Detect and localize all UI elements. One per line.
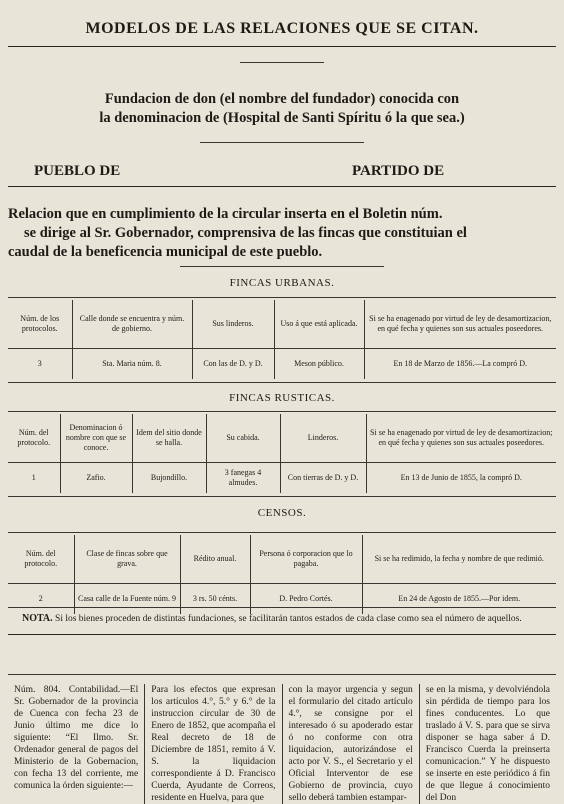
relacion-rule: [180, 266, 384, 267]
column-3: [282, 684, 419, 804]
urbanas-header: Uso á que está aplicada.: [274, 300, 364, 349]
columns-top-rule: [8, 674, 556, 675]
censos-title: CENSOS.: [257, 507, 307, 519]
urbanas-header: Sus linderos.: [192, 300, 274, 349]
rusticas-header: Denominacion ó nombre con que se conoce.: [60, 414, 132, 463]
relacion-line-2: se dirige al Sr. Gobernador, comprensiva de las fincas que constituian el: [24, 225, 467, 241]
urbanas-cell: Meson público.: [274, 349, 364, 380]
rusticas-bottom-rule: [8, 496, 556, 497]
rusticas-header: Si se ha enagenado por virtud de ley de desamortizacion; en qué fecha y quienes son sus actuales poseedores.: [366, 414, 556, 463]
rusticas-table: [8, 414, 556, 493]
censos-cell: 2: [38, 594, 43, 603]
censos-cell: 3 rs. 50 cénts.: [180, 584, 250, 615]
column-text: Para los efectos que expresan los artículos 4.°, 5.° y 6.° de la instruccion circular de 30 de Enero de 1852, que acompaña el Real decreto de 18 de Diciembre de 1851, remito á V. S. la liquidacion correspondiente á D. Francisco Cuerda, Ayudante de Correos, residente en Huelva, para que: [151, 685, 276, 803]
foundation-line-1: Fundacion de don (el nombre del fundador) conocida con: [104, 91, 460, 107]
censos-header: Clase de fincas sobre que grava.: [74, 535, 180, 584]
nota-text: Si los bienes proceden de distintas fundaciones, se facilitarán tantos estados de cada clase como sea el número de aquellos.: [55, 614, 522, 624]
censos-header: Si se ha redimido, la fecha y nombre de que redimió.: [362, 535, 556, 584]
rusticas-cell: Bujondillo.: [132, 463, 206, 494]
urbanas-cell: En 18 de Marzo de 1856.—La compró D.: [364, 349, 556, 380]
pueblo-rule: [8, 186, 556, 187]
urbanas-header: Si se ha enagenado por virtud de ley de desamortizacion, en qué fecha y quienes son sus actuales poseedores.: [364, 300, 556, 349]
urbanas-table: [8, 300, 556, 379]
body-columns: [8, 684, 556, 804]
urbanas-cell: Con las de D. y D.: [192, 349, 274, 380]
censos-bottom-rule: [8, 607, 556, 608]
column-text: con la mayor urgencia y segun el formulario del citado artículo 4.°, se consigne por el interesado ó su apoderado estar ó no conforme con otra liquidacion, autorizándose el acto por V. S., el Secretario y el Oficial Interventor de ese Gobierno de provincia, cuyo sello deberá tambien estampar-: [288, 685, 413, 803]
table-row: [8, 349, 556, 380]
divider-rule: [200, 142, 364, 143]
rusticas-header: Núm. del protocolo.: [8, 414, 60, 463]
rusticas-cell: 3 fanegas 4 almudes.: [206, 463, 280, 494]
nota-label: NOTA.: [22, 613, 53, 624]
urbanas-header: Calle donde se encuentra y núm. de gobierno.: [72, 300, 192, 349]
column-4: [419, 684, 556, 804]
partido-label: PARTIDO DE: [352, 163, 445, 179]
title-rule: [8, 46, 556, 47]
rusticas-cell: Zafio.: [60, 463, 132, 494]
column-2: [144, 684, 281, 804]
urbanas-header: Núm. de los protocolos.: [8, 300, 72, 349]
rusticas-header: Idem del sitio donde se halla.: [132, 414, 206, 463]
foundation-line-2: la denominacion de (Hospital de Santi Spíritu ó la que sea.): [99, 110, 465, 126]
urbanas-cell: Sta. Maria núm. 8.: [72, 349, 192, 380]
column-1: [8, 684, 144, 804]
rusticas-top-rule: [8, 411, 556, 412]
censos-top-rule: [8, 532, 556, 533]
table-row: [8, 463, 556, 494]
censos-cell: Casa calle de la Fuente núm. 9: [74, 584, 180, 615]
relacion-paragraph: [8, 205, 556, 262]
censos-cell: En 24 de Agosto de 1855.—Por idem.: [362, 584, 556, 615]
column-text: se en la misma, y devolviéndola sin pérdida de tiempo para los fines conducentes. Lo que traslado á V. S. para que se sirva disponer se haga saber á D. Francisco Cuerda la preinserta comunicacion.” Y he dispuesto se inserte en este periódico á fin de que llegue á conocimiento del Don: [425, 685, 550, 803]
column-text: Núm. 804. Contabilidad.—El Sr. Gobernador de la provincia de Cuenca con fecha 23 de Junio último me dice lo siguiente: “El Ilmo. Sr. Ordenador general de pagos del Ministerio de la Gobernacion, con fecha 13 del corriente, me comunica la órden siguiente:—: [14, 685, 139, 791]
nota-rule: [8, 634, 556, 635]
relacion-line-3: caudal de la beneficencia municipal de este pueblo.: [8, 244, 323, 260]
censos-cell: D. Pedro Cortés.: [250, 584, 362, 615]
ornament-rule: [240, 62, 324, 63]
censos-header: Persona ó corporacion que lo pagaba.: [250, 535, 362, 584]
censos-header: Rédito anual.: [180, 535, 250, 584]
nota-paragraph: [22, 613, 552, 624]
urbanas-title: FINCAS URBANAS.: [229, 277, 335, 289]
page-title: MODELOS DE LAS RELACIONES QUE SE CITAN.: [85, 20, 479, 37]
rusticas-cell: Con tierras de D. y D.: [280, 463, 366, 494]
rusticas-cell: En 13 de Junio de 1855, la compró D.: [366, 463, 556, 494]
foundation-heading: [0, 90, 564, 128]
rusticas-header: Su cabida.: [206, 414, 280, 463]
urbanas-top-rule: [8, 297, 556, 298]
pueblo-label: PUEBLO DE: [34, 163, 121, 179]
rusticas-title: FINCAS RUSTICAS.: [229, 392, 335, 404]
relacion-line-1: Relacion que en cumplimiento de la circular inserta en el Boletin núm.: [8, 206, 443, 222]
censos-header: Núm. del protocolo.: [8, 535, 74, 584]
rusticas-header: Linderos.: [280, 414, 366, 463]
censos-table: [8, 535, 556, 614]
rusticas-cell: 1: [31, 473, 36, 482]
table-row: [8, 584, 556, 615]
urbanas-bottom-rule: [8, 382, 556, 383]
urbanas-cell: 3: [37, 359, 42, 368]
